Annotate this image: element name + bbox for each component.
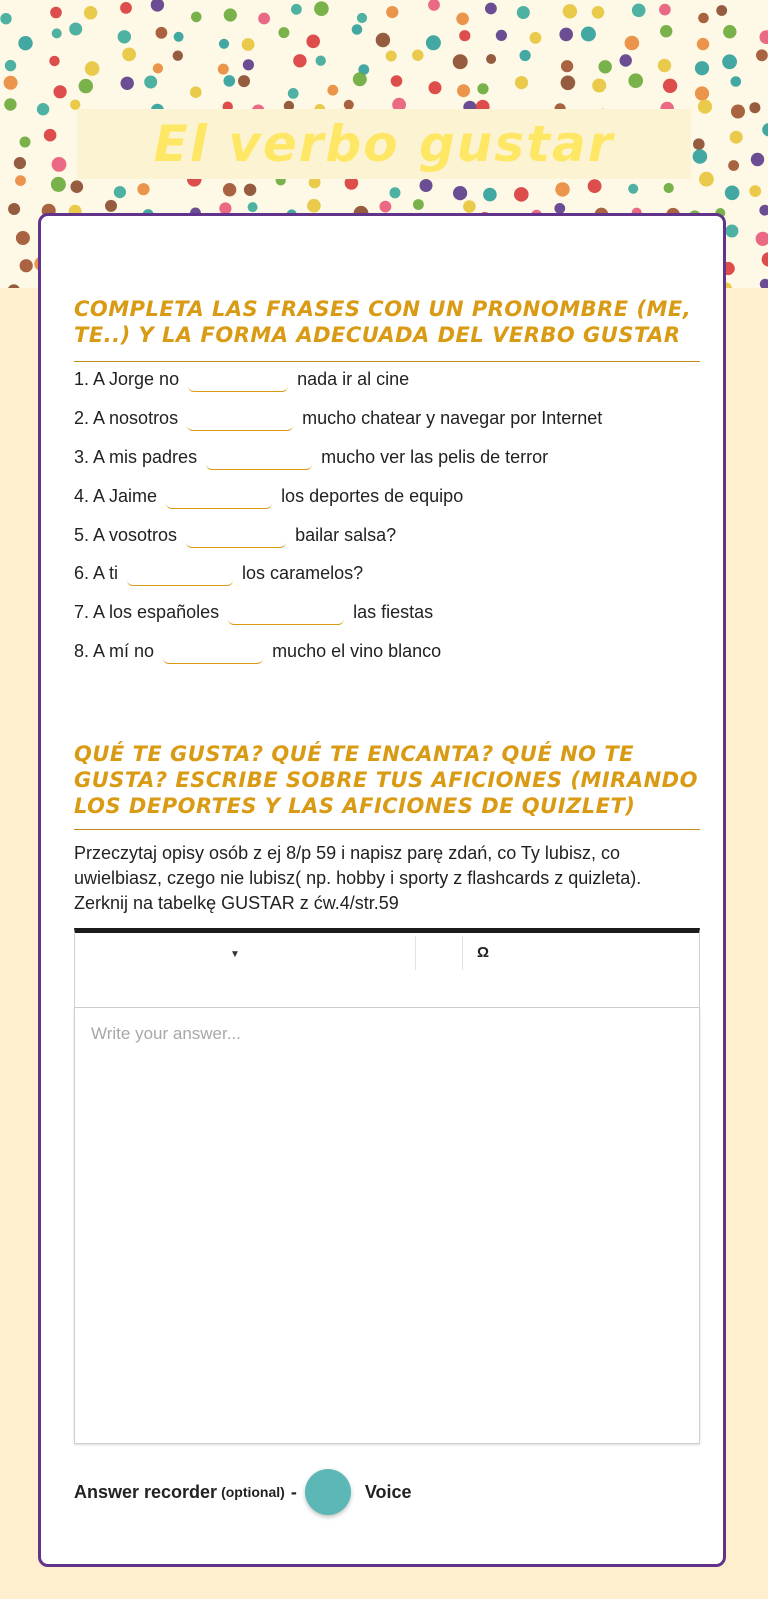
question-1-text-after: nada ir al cine [297,368,410,389]
confetti-dot [20,137,31,148]
question-6-text-before: 6. A ti [74,562,119,583]
confetti-dot [50,7,62,19]
confetti-dot [581,27,596,42]
confetti-dot [453,54,468,69]
question-2-text-before: 2. A nosotros [74,407,179,428]
confetti-dot [592,79,606,93]
question-5 [74,520,396,550]
confetti-dot [69,23,82,36]
confetti-dot [429,81,442,94]
question-4-blank-input[interactable] [166,483,272,509]
confetti-dot [749,102,760,113]
confetti-dot [762,252,768,266]
confetti-dot [563,4,577,18]
rich-text-editor [74,928,700,1444]
confetti-dot [483,188,497,202]
confetti-dot [71,180,84,193]
confetti-dot [314,1,329,16]
special-characters-button[interactable]: Ω [476,944,490,961]
confetti-dot [515,76,528,89]
confetti-dot [477,83,488,94]
confetti-dot [151,0,164,12]
confetti-dot [52,28,62,38]
confetti-dot [756,49,768,61]
title-box [77,109,691,179]
confetti-dot [723,25,736,38]
confetti-dot [413,199,424,210]
recorder-dash: - [290,1481,297,1502]
question-4-text-before: 4. A Jaime [74,485,158,506]
voice-record-button[interactable] [305,1469,351,1515]
page-title: El verbo gustar [153,115,615,173]
question-7-blank-input[interactable] [228,599,344,625]
confetti-dot [244,184,256,196]
confetti-dot [120,2,132,14]
confetti-dot [20,259,33,272]
confetti-dot [561,76,576,91]
confetti-dot [751,153,764,166]
confetti-dot [693,138,705,150]
confetti-dot [144,76,157,89]
confetti-dot [463,200,476,213]
confetti-dot [18,36,32,50]
confetti-dot [191,12,202,23]
confetti-dot [517,6,530,19]
question-5-text-after: bailar salsa? [295,524,397,545]
confetti-dot [278,27,289,38]
confetti-dot [44,129,57,142]
confetti-dot [224,8,237,21]
confetti-dot [49,56,59,66]
confetti-dot [352,24,363,35]
question-7-text-after: las fiestas [353,601,434,622]
confetti-dot [592,6,605,19]
confetti-dot [699,172,714,187]
confetti-dot [14,157,26,169]
question-6 [74,558,363,588]
confetti-dot [316,56,326,66]
confetti-dot [121,77,134,90]
answer-textarea[interactable]: Write your answer... [74,1008,700,1444]
confetti-dot [118,30,131,43]
section-1-title: COMPLETA LAS FRASES CON UN PRONOMBRE (ME, TE..) Y LA FORMA ADECUADA DEL VERBO GUSTAR [74,297,692,347]
confetti-dot [54,85,67,98]
voice-label: Voice [364,1481,412,1502]
confetti-dot [693,149,708,164]
confetti-dot [496,30,507,41]
confetti-dot [85,61,100,76]
confetti-dot [15,175,26,186]
confetti-dot [37,103,49,115]
question-8-blank-input[interactable] [163,638,263,664]
confetti-dot [520,50,531,61]
confetti-dot [731,105,745,119]
confetti-dot [391,75,403,87]
confetti-dot [291,4,302,15]
confetti-dot [588,179,602,193]
confetti-dot [386,51,397,62]
confetti-dot [219,39,229,49]
confetti-dot [625,36,640,51]
confetti-dot [457,84,470,97]
confetti-dot [456,12,469,25]
confetti-dot [628,73,643,88]
confetti-dot [238,75,250,87]
confetti-dot [459,30,470,41]
confetti-dot [663,79,677,93]
confetti-dot [428,0,440,11]
confetti-dot [174,32,184,42]
confetti-dot [224,75,236,87]
confetti-dot [749,185,761,197]
confetti-dot [248,202,258,212]
confetti-dot [453,186,467,200]
question-2-text-after: mucho chatear y navegar por Internet [302,407,603,428]
confetti-dot [760,279,768,288]
confetti-dot [8,203,20,215]
question-5-text-before: 5. A vosotros [74,524,178,545]
confetti-dot [620,54,632,66]
question-1 [74,364,409,394]
confetti-dot [514,187,529,202]
confetti-dot [695,86,709,100]
caret-down-icon[interactable]: ▼ [230,949,240,960]
confetti-dot [559,28,573,42]
confetti-dot [420,179,433,192]
confetti-dot [288,88,299,99]
question-4 [74,481,463,511]
confetti-dot [0,13,11,24]
confetti-dot [376,33,390,47]
confetti-dot [485,3,497,15]
answer-recorder [74,1468,412,1516]
confetti-dot [725,186,740,201]
confetti-dot [628,184,638,194]
question-2 [74,403,602,433]
question-3-blank-input[interactable] [206,444,312,470]
confetti-dot [4,76,18,90]
confetti-dot [731,76,742,87]
confetti-dot [660,25,672,37]
confetti-dot [756,232,768,246]
section-2-divider [74,829,700,830]
confetti-dot [243,59,254,70]
question-8-text-before: 8. A mí no [74,640,155,661]
confetti-dot [114,186,126,198]
confetti-dot [16,231,30,245]
confetti-dot [137,183,149,195]
confetti-dot [353,72,367,86]
confetti-dot [698,13,709,24]
confetti-dot [632,4,646,18]
confetti-dot [555,182,569,196]
confetti-dot [153,63,163,73]
confetti-dot [426,35,441,50]
confetti-dot [412,50,423,61]
question-8-text-after: mucho el vino blanco [272,640,442,661]
toolbar-divider [415,936,416,970]
confetti-dot [173,51,183,61]
confetti-dot [122,48,136,62]
confetti-dot [759,205,768,216]
question-7-text-before: 7. A los españoles [74,601,220,622]
confetti-dot [84,6,97,19]
question-8 [74,636,441,666]
confetti-dot [79,79,93,93]
confetti-dot [664,183,674,193]
question-3-text-after: mucho ver las pelis de terror [321,446,549,467]
confetti-dot [730,131,743,144]
confetti-dot [530,32,542,44]
confetti-dot [223,183,236,196]
question-5-blank-input[interactable] [186,522,286,548]
question-4-text-after: los deportes de equipo [281,485,464,506]
confetti-dot [380,201,392,213]
section-2-title: QUÉ TE GUSTA? QUÉ TE ENCANTA? QUÉ NO TE GUSTA? ESCRIBE SOBRE TUS AFICIONES (MIRANDO LOS DEPORTES Y LAS AFICIONES DE QUIZLET) [74,742,698,818]
confetti-dot [218,64,229,75]
question-3 [74,442,548,472]
confetti-dot [658,59,671,72]
confetti-dot [156,27,168,39]
confetti-dot [695,61,709,75]
confetti-dot [258,13,270,25]
confetti-dot [293,54,306,67]
confetti-dot [762,123,768,137]
worksheet-card [38,213,726,1567]
confetti-dot [190,86,202,98]
recorder-label: Answer recorder [74,1481,218,1502]
confetti-dot [307,199,321,213]
confetti-dot [327,85,338,96]
confetti-dot [561,60,573,72]
confetti-dot [698,100,712,114]
confetti-dot [390,187,401,198]
question-1-blank-input[interactable] [188,366,288,392]
confetti-dot [760,30,768,44]
question-7 [74,597,433,627]
confetti-dot [659,4,671,16]
question-6-text-after: los caramelos? [242,562,364,583]
question-6-blank-input[interactable] [127,560,233,586]
confetti-dot [728,160,739,171]
confetti-dot [306,35,320,49]
toolbar-divider [462,936,463,970]
confetti-dot [105,200,117,212]
confetti-dot [4,98,16,110]
confetti-dot [486,54,496,64]
confetti-dot [357,13,367,23]
section-1-divider [74,361,700,362]
confetti-dot [697,38,709,50]
question-2-blank-input[interactable] [187,405,293,431]
confetti-dot [51,177,66,192]
confetti-dot [716,5,727,16]
editor-toolbar [74,928,700,1008]
section-2-description: Przeczytaj opisy osób z ej 8/p 59 i napisz parę zdań, co Ty lubisz, co uwielbiasz, czego nie lubisz( np. hobby i sporty z flashcards z quizleta). Zerknij na tabelkę GUSTAR z ćw.4/str.59 [74,843,642,913]
confetti-dot [599,60,612,73]
question-3-text-before: 3. A mis padres [74,446,198,467]
confetti-dot [242,38,255,51]
confetti-dot [8,284,20,288]
confetti-dot [725,225,738,238]
confetti-dot [386,6,398,18]
confetti-dot [52,157,67,172]
recorder-optional-label: (optional) [221,1484,285,1500]
question-1-text-before: 1. A Jorge no [74,368,180,389]
confetti-dot [5,60,16,71]
confetti-dot [722,54,737,69]
